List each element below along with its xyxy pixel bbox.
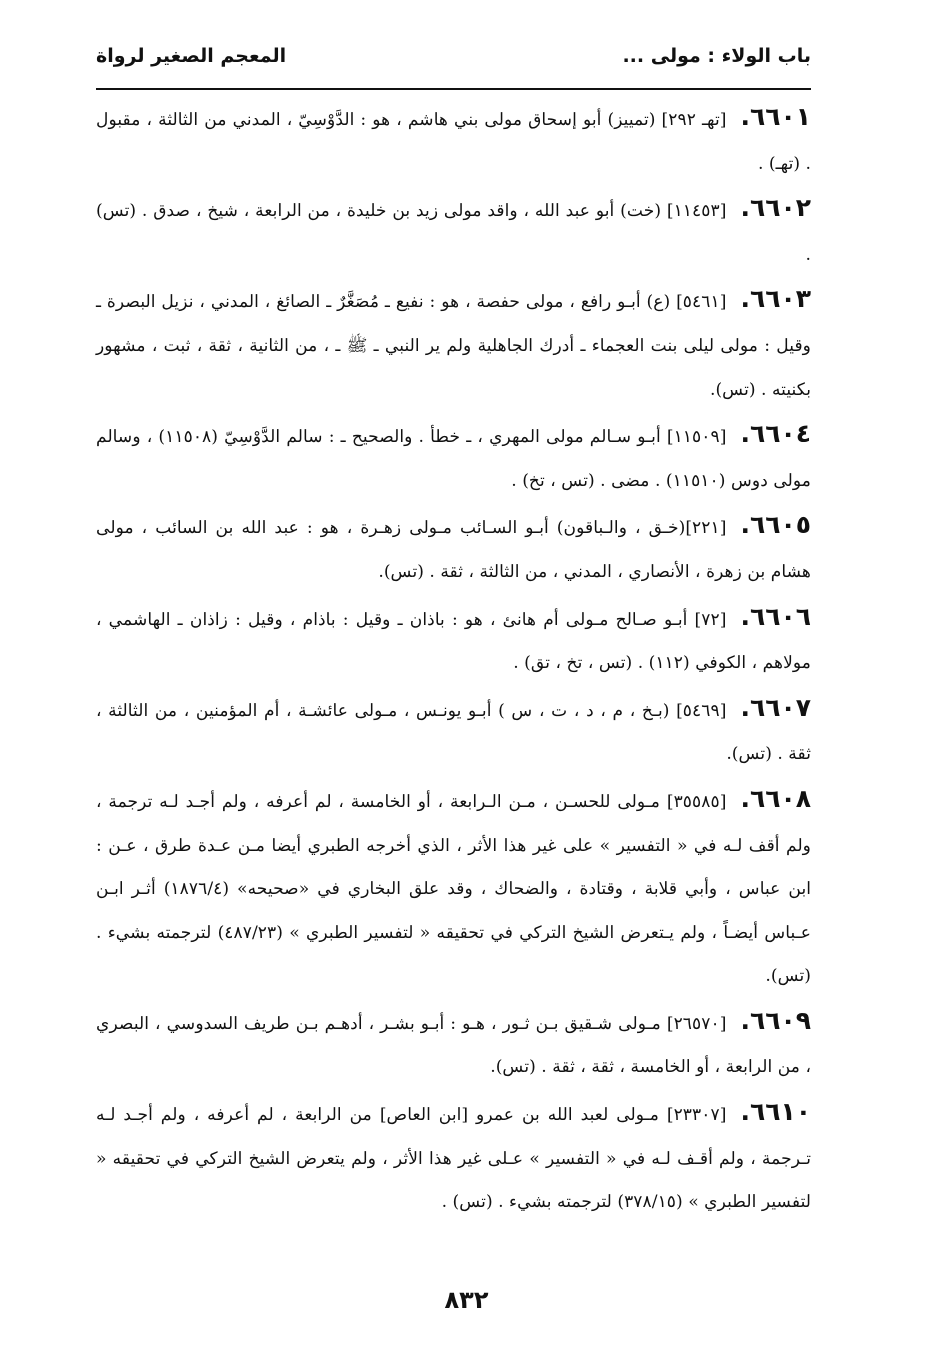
header-rule [96, 88, 811, 90]
entry-6607 [96, 686, 811, 777]
entry-6602 [96, 186, 811, 277]
entry-number: ٦٦٠٤. [740, 419, 811, 449]
page-number: ٨٣٢ [444, 1286, 489, 1314]
entry-text: [تهـ ٢٩٢] (تمييز) أبو إسحاق مولى بني هاشم ، هو : الدَّوْسِيّ ، المدني من الثالثة ، مقبول . (تهـ) . [96, 110, 811, 174]
entry-number: ٦٦٠٢. [740, 193, 811, 223]
entry-6608 [96, 777, 811, 999]
entry-text: [٢٦٥٧٠] مـولى شـقيق بـن ثـور ، هـو : أبـو بشـر ، أدهـم بـن طريف السدوسي ، البصري ، من الرابعة ، أو الخامسة ، ثقة ، ثقة . (تس). [96, 1013, 811, 1078]
entry-number: ٦٦٠٦. [740, 601, 811, 631]
entry-number: ٦٦٠٨. [740, 783, 811, 813]
entry-text: [١١٤٥٣] (خت) أبو عبد الله ، واقد مولى زيد بن خليدة ، من الرابعة ، شيخ ، صدق . (تس) . [96, 201, 811, 265]
entry-6609 [96, 999, 811, 1090]
entry-text: [٧٢] أبـو صـالح مـولى أم هانئ ، هو : باذان ـ وقيل : باذام ، وقيل : زاذان ـ الهاشمي ، مولاهم ، الكوفي (١١٢) . (تس ، تخ ، تق) . [96, 609, 811, 674]
entry-text: [٥٤٦١] (ع) أبـو رافع ، مولى حفصة ، هو : نفيع ـ مُصَغَّرٌ ـ الصائغ ، المدني ، نزيل البصرة ـ وقيل : مولى ليلى بنت العجماء ـ أدرك الجاهلية ولم ير النبي ـ ﷺ ـ ، من الثانية ، ثقة ، ثبت ، مشهور بكنيته . (تس). [96, 292, 811, 400]
entry-text: [٣٥٥٨٥] مـولى للحسـن ، مـن الـرابعة ، أو الخامسة ، لم أعرفه ، ولم أجـد لـه ترجمة ، ولم أقف لـه في « التفسير » على غير هذا الأثر ، الذي أخرجه الطبري أيضا مـن عـدة طرق ، عـن : ابن عباس ، وأبي قلابة ، وقتادة ، والضحاك ، وقد علق البخاري في «صحيحه» (١٨٧٦/٤) أثـر ابـن عـباس أيضـاً ، ولم يـتعرض الشيخ التركي في تحقيقه « لتفسير الطبري » (٤٨٧/٢٣) لترجمته بشيء . (تس). [96, 791, 812, 987]
entry-number: ٦٦٠٩. [740, 1005, 811, 1035]
entry-text: [٢٣٣٠٧] مـولى لعبد الله بن عمرو [ابن العاص] من الرابعة ، لم أعرفه ، ولم أجـد لـه تـرجمة ، ولم أقـف لـه في « التفسير » عـلى غير هذا الأثر ، ولم يتعرض الشيخ التركي في تحقيقه « لتفسير الطبري » (٣٧٨/١٥) لترجمته بشيء . (تس) . [96, 1105, 811, 1213]
entry-number: ٦٦٠٥. [740, 510, 811, 540]
entry-6601 [96, 95, 811, 186]
entry-text: [١١٥٠٩] أبـو سـالم مولى المهري ، ـ خطأ . والصحيح ـ : سالم الدَّوْسِيّ (١١٥٠٨) ، وسالم مولى دوس (١١٥١٠) . مضى . (تس ، تخ) . [96, 427, 811, 491]
entry-text: [٥٤٦٩] (بـخ ، م ، د ، ت ، س ) أبـو يونـس ، مـولى عائشـة ، أم المؤمنين ، من الثالثة ، ثقة . (تس). [96, 700, 811, 765]
entry-number: ٦٦٠١. [740, 102, 811, 131]
entries-list [96, 95, 811, 1225]
entry-6606 [96, 595, 811, 686]
entry-number: ٦٦١٠. [740, 1097, 811, 1127]
entry-6604 [96, 412, 811, 503]
entry-6605 [96, 503, 811, 594]
entry-number: ٦٦٠٣. [740, 284, 811, 314]
running-header [96, 36, 811, 76]
book-title: المعجم الصغير لرواة [96, 45, 287, 67]
entry-text: [٢٢١](خـق ، والـباقون) أبـو السـائب مـولى زهـرة ، هو : عبد الله بن السائب ، مولى هشام بن زهرة ، الأنصاري ، المدني ، من الثالثة ، ثقة . (تس). [96, 518, 811, 582]
entry-6610 [96, 1090, 811, 1225]
chapter-title: باب الولاء : مولى ... [622, 45, 811, 67]
entry-6603 [96, 277, 811, 412]
entry-number: ٦٦٠٧. [740, 692, 811, 722]
